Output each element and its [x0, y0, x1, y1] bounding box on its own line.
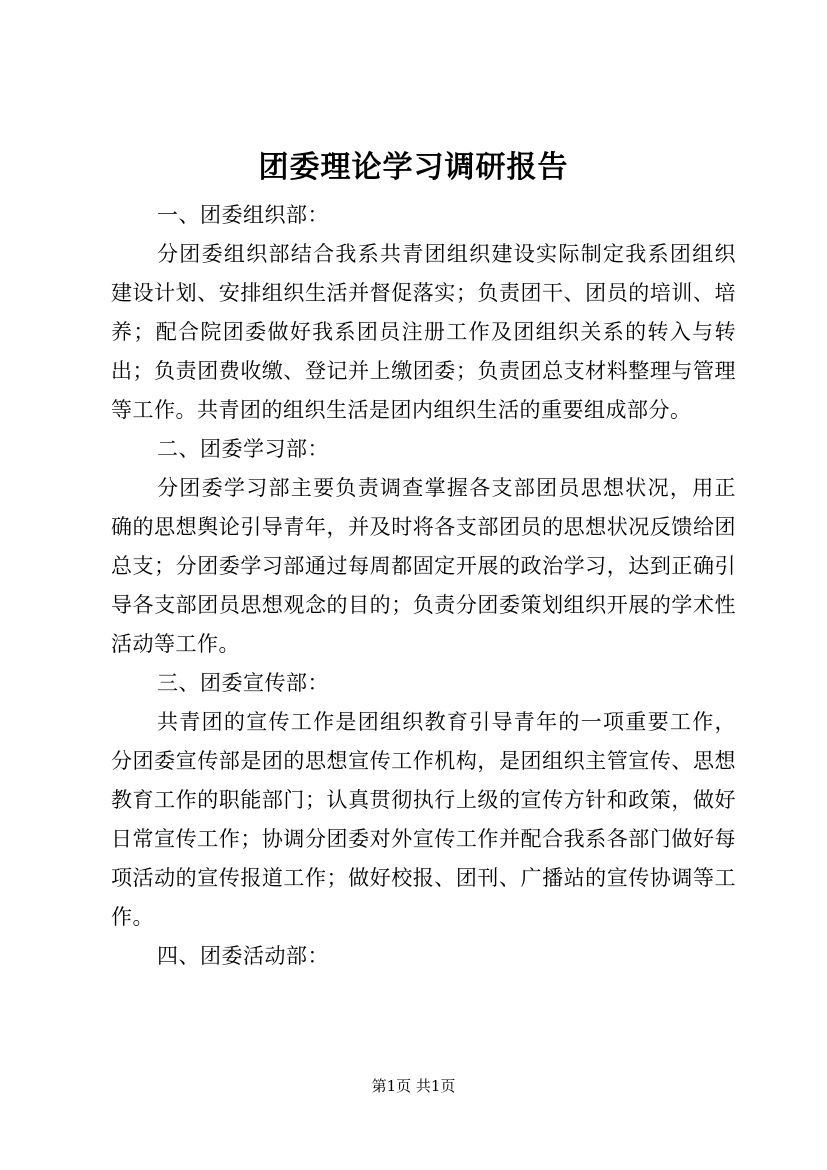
- section-heading-activities: 四、团委活动部：: [157, 944, 329, 968]
- page-footer: 第1页 共1页: [371, 1077, 456, 1095]
- document-title: 团委理论学习调研报告: [258, 150, 569, 185]
- section-heading-study: 二、团委学习部：: [157, 437, 329, 461]
- section-paragraph-study: 分团委学习部主要负责调查掌握各支部团员思想状况，用正确的思想舆论引导青年，并及时将各支部团员的思想状况反馈给团总支；分团委学习部通过每周都固定开展的政治学习，达到正确引导各支部团员思想观念的目的；负责分团委策划组织开展的学术性活动等工作。: [111, 476, 736, 656]
- section-heading-publicity: 三、团委宣传部：: [157, 671, 329, 695]
- section-paragraph-organization: 分团委组织部结合我系共青团组织建设实际制定我系团组织建设计划、安排组织生活并督促落实；负责团干、团员的培训、培养；配合院团委做好我系团员注册工作及团组织关系的转入与转出；负责团费收缴、登记并上缴团委；负责团总支材料整理与管理等工作。共青团的组织生活是团内组织生活的重要组成部分。: [111, 242, 736, 422]
- section-heading-organization: 一、团委组织部：: [157, 203, 329, 227]
- section-paragraph-publicity: 共青团的宣传工作是团组织教育引导青年的一项重要工作，分团委宣传部是团的思想宣传工作机构，是团组织主管宣传、思想教育工作的职能部门；认真贯彻执行上级的宣传方针和政策，做好日常宣传工作；协调分团委对外宣传工作并配合我系各部门做好每项活动的宣传报道工作；做好校报、团刊、广播站的宣传协调等工作。: [111, 710, 736, 929]
- document-body: [111, 196, 736, 976]
